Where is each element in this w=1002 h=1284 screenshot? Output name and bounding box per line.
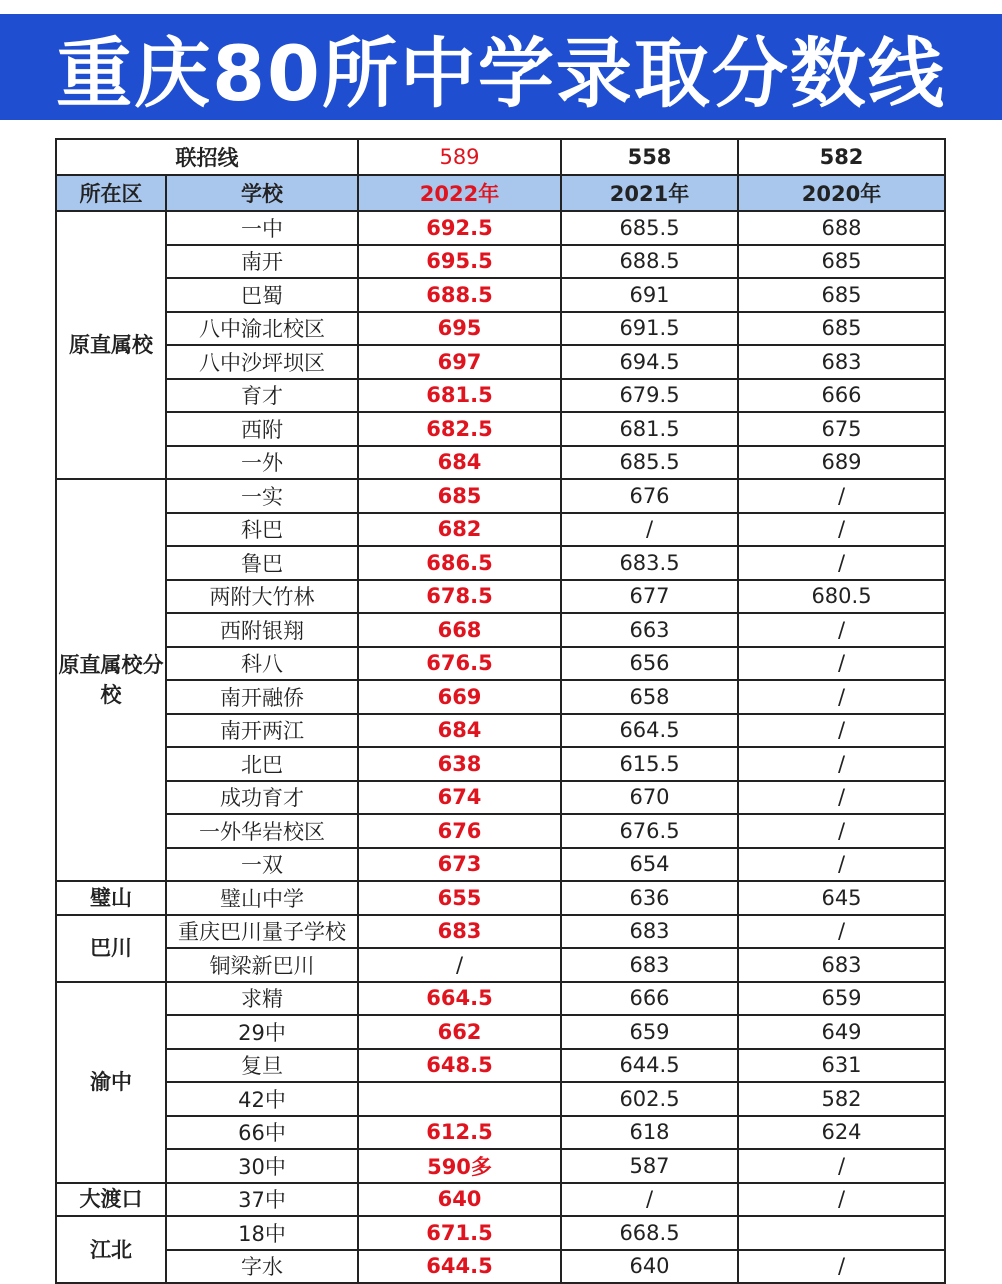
page-title: 重庆80所中学录取分数线 [56, 28, 946, 118]
school-cell: 29中 [166, 1015, 358, 1049]
score-2020-cell: 645 [738, 881, 945, 915]
score-2020-cell: / [738, 647, 945, 681]
school-cell: 字水 [166, 1250, 358, 1284]
table-row [56, 1082, 945, 1116]
table-row [56, 781, 945, 815]
score-2020-cell: 675 [738, 412, 945, 446]
score-2022-cell: 681.5 [358, 379, 561, 413]
score-2020-cell: 683 [738, 345, 945, 379]
table-row [56, 1250, 945, 1284]
score-2020-cell: / [738, 781, 945, 815]
district-cell: 江北 [56, 1216, 166, 1283]
score-2022-cell: 697 [358, 345, 561, 379]
score-2022-cell: 676 [358, 814, 561, 848]
score-2022-cell: 684 [358, 714, 561, 748]
table-row [56, 613, 945, 647]
score-2021-cell: 685.5 [561, 211, 738, 245]
score-2020-cell: 680.5 [738, 580, 945, 614]
score-2021-cell: 670 [561, 781, 738, 815]
score-2022-cell: 669 [358, 680, 561, 714]
score-2021-cell: 683 [561, 915, 738, 949]
score-2021-cell: 587 [561, 1149, 738, 1183]
table-row [56, 580, 945, 614]
score-2021-cell: 691.5 [561, 312, 738, 346]
table-row [56, 714, 945, 748]
joint-line-2021: 558 [561, 139, 738, 175]
score-2022-cell: 662 [358, 1015, 561, 1049]
score-2020-cell: 683 [738, 948, 945, 982]
table-row [56, 747, 945, 781]
score-2020-cell: / [738, 479, 945, 513]
table-row [56, 479, 945, 513]
score-2020-cell: 624 [738, 1116, 945, 1150]
table-row [56, 1183, 945, 1217]
score-2021-cell: 683.5 [561, 546, 738, 580]
score-2022-cell: 664.5 [358, 982, 561, 1016]
score-2022-cell: 695.5 [358, 245, 561, 279]
table-row [56, 345, 945, 379]
school-cell: 一外 [166, 446, 358, 480]
table-row [56, 680, 945, 714]
table-row [56, 245, 945, 279]
school-cell: 两附大竹林 [166, 580, 358, 614]
score-2020-cell: / [738, 915, 945, 949]
school-cell: 37中 [166, 1183, 358, 1217]
table-row [56, 446, 945, 480]
school-cell: 复旦 [166, 1049, 358, 1083]
score-2022-cell: 692.5 [358, 211, 561, 245]
score-2021-cell: 681.5 [561, 412, 738, 446]
table-row [56, 546, 945, 580]
header-2022: 2022年 [358, 175, 561, 211]
score-2021-cell: 668.5 [561, 1216, 738, 1250]
table-row [56, 982, 945, 1016]
score-2020-cell: / [738, 714, 945, 748]
score-2020-cell: 649 [738, 1015, 945, 1049]
score-2022-cell: 640 [358, 1183, 561, 1217]
score-2020-cell: / [738, 747, 945, 781]
district-cell: 原直属校 [56, 211, 166, 479]
table-row [56, 379, 945, 413]
score-2020-cell [738, 1216, 945, 1250]
school-cell: 璧山中学 [166, 881, 358, 915]
table-row [56, 1015, 945, 1049]
district-cell: 璧山 [56, 881, 166, 915]
score-2021-cell: 654 [561, 848, 738, 882]
score-table [55, 138, 946, 1284]
score-2021-cell: 683 [561, 948, 738, 982]
score-2022-cell: 682 [358, 513, 561, 547]
score-2021-cell: 694.5 [561, 345, 738, 379]
table-row [56, 513, 945, 547]
table-row [56, 647, 945, 681]
school-cell: 南开融侨 [166, 680, 358, 714]
school-cell: 42中 [166, 1082, 358, 1116]
school-cell: 一外华岩校区 [166, 814, 358, 848]
table-row [56, 915, 945, 949]
score-2022-cell: 644.5 [358, 1250, 561, 1284]
table-row [56, 312, 945, 346]
district-cell: 大渡口 [56, 1183, 166, 1217]
score-2020-cell: 685 [738, 245, 945, 279]
table-row [56, 1049, 945, 1083]
score-2021-cell: 664.5 [561, 714, 738, 748]
score-2022-cell: 682.5 [358, 412, 561, 446]
school-cell: 北巴 [166, 747, 358, 781]
score-2021-cell: / [561, 513, 738, 547]
school-cell: 鲁巴 [166, 546, 358, 580]
score-2022-cell: 673 [358, 848, 561, 882]
school-cell: 西附银翔 [166, 613, 358, 647]
table-row [56, 278, 945, 312]
school-cell: 科巴 [166, 513, 358, 547]
school-cell: 66中 [166, 1116, 358, 1150]
joint-line-label: 联招线 [56, 139, 358, 175]
district-cell: 巴川 [56, 915, 166, 982]
score-2021-cell: 666 [561, 982, 738, 1016]
school-cell: 一中 [166, 211, 358, 245]
school-cell: 一双 [166, 848, 358, 882]
score-2021-cell: 615.5 [561, 747, 738, 781]
score-2021-cell: 663 [561, 613, 738, 647]
school-cell: 铜梁新巴川 [166, 948, 358, 982]
score-2020-cell: 659 [738, 982, 945, 1016]
score-2020-cell: / [738, 848, 945, 882]
score-2022-cell: 648.5 [358, 1049, 561, 1083]
score-2021-cell: 636 [561, 881, 738, 915]
joint-line-row [56, 139, 945, 175]
score-2021-cell: 644.5 [561, 1049, 738, 1083]
district-cell: 原直属校分校 [56, 479, 166, 881]
score-2021-cell: 691 [561, 278, 738, 312]
score-2020-cell: / [738, 814, 945, 848]
school-cell: 八中沙坪坝区 [166, 345, 358, 379]
score-2021-cell: 685.5 [561, 446, 738, 480]
school-cell: 科八 [166, 647, 358, 681]
header-district: 所在区 [56, 175, 166, 211]
score-2022-cell: 655 [358, 881, 561, 915]
table-row [56, 211, 945, 245]
school-cell: 西附 [166, 412, 358, 446]
score-2020-cell: 685 [738, 312, 945, 346]
score-2021-cell: / [561, 1183, 738, 1217]
table-row [56, 848, 945, 882]
school-cell: 18中 [166, 1216, 358, 1250]
score-2022-cell: 695 [358, 312, 561, 346]
score-2022-cell: 590多 [358, 1149, 561, 1183]
school-cell: 成功育才 [166, 781, 358, 815]
score-2022-cell: 612.5 [358, 1116, 561, 1150]
score-2020-cell: / [738, 680, 945, 714]
score-2022-cell: 638 [358, 747, 561, 781]
score-2022-cell: 684 [358, 446, 561, 480]
header-2021: 2021年 [561, 175, 738, 211]
score-2021-cell: 618 [561, 1116, 738, 1150]
score-2021-cell: 658 [561, 680, 738, 714]
table-row [56, 814, 945, 848]
score-2020-cell: 689 [738, 446, 945, 480]
score-2021-cell: 640 [561, 1250, 738, 1284]
school-cell: 一实 [166, 479, 358, 513]
score-2020-cell: / [738, 546, 945, 580]
school-cell: 30中 [166, 1149, 358, 1183]
score-2020-cell: / [738, 1183, 945, 1217]
score-2022-cell: 676.5 [358, 647, 561, 681]
score-2022-cell: 688.5 [358, 278, 561, 312]
score-2020-cell: / [738, 1250, 945, 1284]
score-2022-cell: 685 [358, 479, 561, 513]
table-row [56, 948, 945, 982]
joint-line-2022: 589 [358, 139, 561, 175]
school-cell: 重庆巴川量子学校 [166, 915, 358, 949]
table-row [56, 1116, 945, 1150]
score-2021-cell: 676.5 [561, 814, 738, 848]
joint-line-2020: 582 [738, 139, 945, 175]
score-2021-cell: 659 [561, 1015, 738, 1049]
score-2022-cell: 671.5 [358, 1216, 561, 1250]
header-row [56, 175, 945, 211]
table-row [56, 412, 945, 446]
score-2021-cell: 656 [561, 647, 738, 681]
school-cell: 南开 [166, 245, 358, 279]
score-2022-cell: / [358, 948, 561, 982]
score-2022-cell: 674 [358, 781, 561, 815]
table-row [56, 1216, 945, 1250]
header-school: 学校 [166, 175, 358, 211]
score-2020-cell: 666 [738, 379, 945, 413]
score-2020-cell: / [738, 1149, 945, 1183]
school-cell: 南开两江 [166, 714, 358, 748]
district-cell: 渝中 [56, 982, 166, 1183]
score-2022-cell: 668 [358, 613, 561, 647]
score-2020-cell: 631 [738, 1049, 945, 1083]
score-2022-cell [358, 1082, 561, 1116]
school-cell: 育才 [166, 379, 358, 413]
score-2021-cell: 676 [561, 479, 738, 513]
school-cell: 巴蜀 [166, 278, 358, 312]
score-2022-cell: 683 [358, 915, 561, 949]
school-cell: 求精 [166, 982, 358, 1016]
score-2020-cell: 685 [738, 278, 945, 312]
score-2021-cell: 677 [561, 580, 738, 614]
score-2022-cell: 678.5 [358, 580, 561, 614]
table-row [56, 1149, 945, 1183]
score-2022-cell: 686.5 [358, 546, 561, 580]
title-banner [0, 14, 1002, 120]
score-2020-cell: / [738, 513, 945, 547]
score-2021-cell: 679.5 [561, 379, 738, 413]
score-2020-cell: / [738, 613, 945, 647]
header-2020: 2020年 [738, 175, 945, 211]
score-2020-cell: 688 [738, 211, 945, 245]
school-cell: 八中渝北校区 [166, 312, 358, 346]
score-2021-cell: 602.5 [561, 1082, 738, 1116]
score-2021-cell: 688.5 [561, 245, 738, 279]
table-row [56, 881, 945, 915]
score-2020-cell: 582 [738, 1082, 945, 1116]
